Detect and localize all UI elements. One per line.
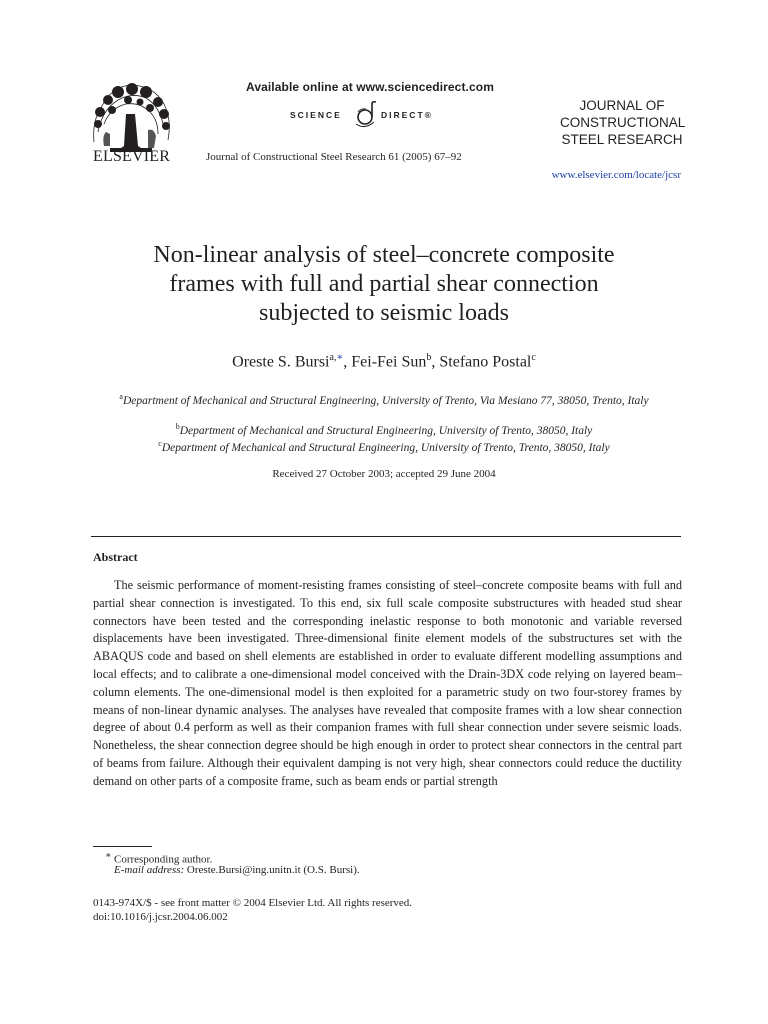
journal-name-line: JOURNAL OF — [579, 98, 665, 113]
publisher-name: ELSEVIER — [93, 148, 171, 165]
abstract-heading: Abstract — [93, 550, 138, 564]
affiliation-c — [80, 436, 688, 456]
affiliation-text: Department of Mechanical and Structural Engineering, University of Trento, Via Mesiano 77, 38050, Trento, Italy — [122, 394, 649, 407]
article-title — [40, 241, 728, 328]
footnote-mark: ∗ — [105, 850, 112, 860]
received-dates: Received 27 October 2003; accepted 29 June 2004 — [272, 468, 496, 480]
author-name: Fei-Fei Sun — [351, 353, 427, 371]
email-address-link[interactable]: Oreste.Bursi@ing.unitn.it (O.S. Bursi). — [186, 864, 360, 876]
available-online-text: Available online at www.sciencedirect.com — [246, 80, 494, 94]
footnote-corresponding-text: Corresponding author. — [113, 853, 213, 866]
affiliation-text: Department of Mechanical and Structural Engineering, University of Trento, Trento, 38050, Italy — [161, 441, 610, 454]
affiliation-label: b — [175, 422, 180, 431]
doi-line[interactable]: doi:10.1016/j.jcsr.2004.06.002 — [93, 911, 228, 923]
journal-name — [560, 97, 684, 148]
sciencedirect-logo — [246, 102, 478, 128]
sd-science-text: SCIENCE — [290, 110, 342, 120]
affiliation-text: Department of Mechanical and Structural Engineering, University of Trento, 38050, Italy — [179, 424, 593, 437]
affiliation-a — [80, 389, 688, 409]
author-separator: , — [431, 353, 440, 371]
author-list — [40, 352, 728, 371]
journal-name-line: STEEL RESEARCH — [561, 132, 683, 147]
affiliation-label: c — [158, 439, 162, 448]
sd-direct-text: DIRECT® — [381, 110, 433, 120]
sciencedirect-swirl-icon — [352, 100, 380, 130]
title-line: frames with full and partial shear connection — [169, 271, 599, 297]
affiliation-label: a — [119, 392, 123, 401]
corresponding-author-link[interactable]: ∗ — [336, 352, 344, 363]
author-name: Stefano Postal — [439, 353, 532, 371]
copyright-line: 0143-974X/$ - see front matter © 2004 Elsevier Ltd. All rights reserved. — [93, 897, 413, 909]
abstract-body: The seismic performance of moment-resisting frames consisting of steel–concrete composite beams with full and partial shear connection is investigated. To this end, six full scale composite substructures with headed stud shear connectors have been tested and the corresponding inelastic response to both monotonic and variable reversed displacements have been investigated. Three-dimensional finite element models of the substructures set with the ABAQUS code and based on shell elements are established in order to evaluate different modelling assumptions and local effects; and to calibrate a one-dimensional model conceived with the Drain-3DX code relying on layered beam–column elements. The one-dimensional model is then exploited for a parametric study on two four-storey frames by means of non-linear dynamic analyses. The analyses have revealed that composite frames with a low shear connection degree of about 0.4 perform as well as their companion frames with full shear connection under severe seismic loads. Nonetheless, the shear connection degree should be high enough in order to protect shear connectors in the central part of beams from failure. Although their equivalent damping is not very high, shear connectors could reduce the ductility demand on other parts of a composite frame, such as beam ends or partial strength — [93, 578, 682, 788]
footnote-email — [114, 864, 360, 876]
title-line: subjected to seismic loads — [259, 300, 509, 326]
author-affil-mark: c — [531, 352, 536, 363]
journal-name-line: CONSTRUCTIONAL — [560, 115, 686, 130]
section-divider — [91, 536, 681, 537]
author-separator: , — [343, 353, 352, 371]
journal-url-link[interactable]: www.elsevier.com/locate/jcsr — [551, 169, 681, 181]
email-label: E-mail address: — [114, 864, 185, 876]
journal-citation: Journal of Constructional Steel Research 61 (2005) 67–92 — [206, 151, 462, 163]
author-name: Oreste S. Bursi — [232, 353, 330, 371]
title-line: Non-linear analysis of steel–concrete composite — [153, 242, 615, 268]
author-affil-mark: b — [426, 352, 432, 363]
footnote-divider — [93, 846, 152, 847]
author-affil-mark: a, — [329, 352, 337, 363]
